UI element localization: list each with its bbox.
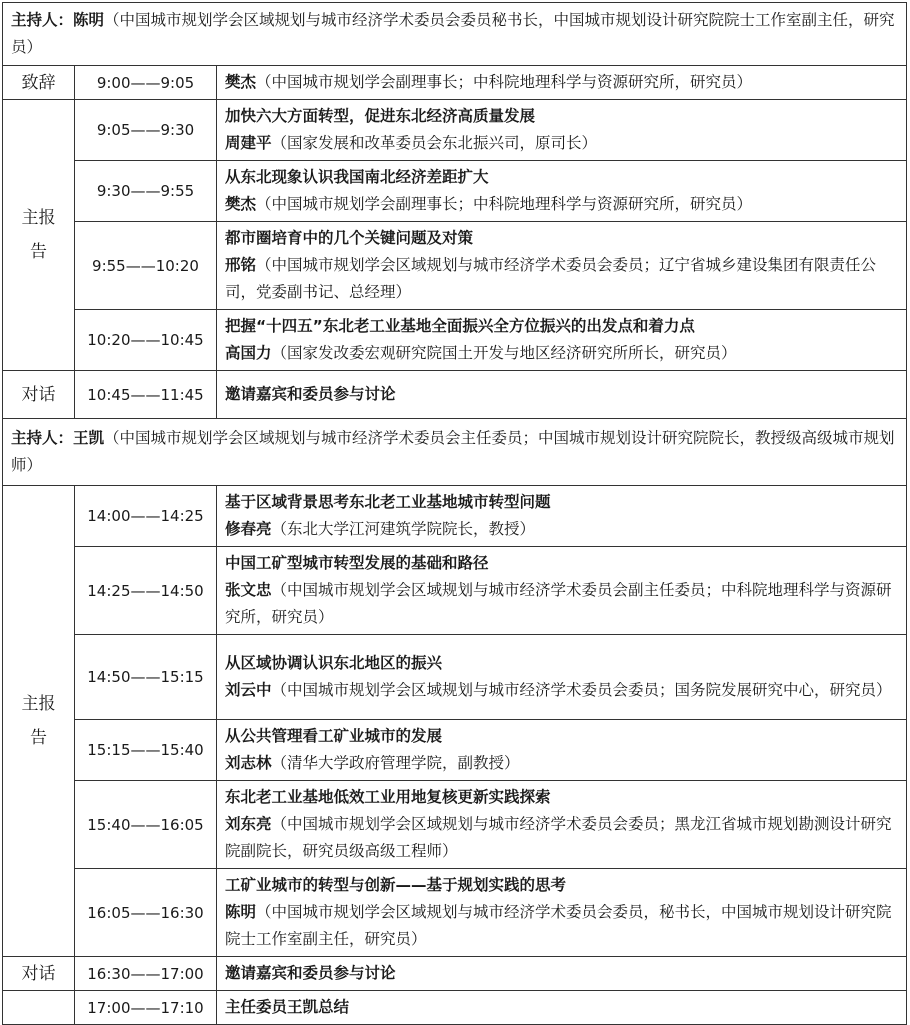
time-slot: 15:15——15:40 (75, 720, 217, 781)
talk-title: 从东北现象认识我国南北经济差距扩大 (225, 168, 489, 186)
talk-cell (217, 222, 907, 310)
time-slot: 17:00——17:10 (75, 991, 217, 1025)
talk-title: 工矿业城市的转型与创新——基于规划实践的思考 (225, 876, 567, 894)
speaker-affiliation: （国家发改委宏观研究院国土开发与地区经济研究所所长，研究员） (271, 344, 737, 362)
speaker-affiliation: （东北大学江河建筑学院院长，教授） (271, 520, 536, 538)
session-text: 邀请嘉宾和委员参与讨论 (217, 371, 907, 419)
speaker-affiliation: （中国城市规划学会副理事长；中科院地理科学与资源研究所，研究员） (256, 195, 753, 213)
speaker-affiliation: （中国城市规划学会区域规划与城市经济学术委员会委员；国务院发展研究中心，研究员） (271, 681, 892, 699)
segment-label (3, 991, 75, 1025)
time-slot: 9:55——10:20 (75, 222, 217, 310)
host-description: （中国城市规划学会区域规划与城市经济学术委员会主任委员；中国城市规划设计研究院院长，教授级高级城市规划师） (11, 429, 895, 474)
speaker-name: 刘云中 (225, 681, 272, 699)
speaker-name: 修春亮 (225, 520, 272, 538)
talk-cell (217, 486, 907, 547)
talk-title: 把握“十四五”东北老工业基地全面振兴全方位振兴的出发点和着力点 (225, 317, 695, 335)
segment-label: 主报告 (3, 100, 75, 371)
talk-cell (217, 720, 907, 781)
talk-cell (217, 161, 907, 222)
host-cell (3, 3, 907, 66)
time-slot: 9:00——9:05 (75, 66, 217, 100)
speaker-affiliation: （中国城市规划学会副理事长；中科院地理科学与资源研究所，研究员） (256, 73, 753, 91)
segment-label: 致辞 (3, 66, 75, 100)
session-text: 邀请嘉宾和委员参与讨论 (217, 957, 907, 991)
time-slot: 10:45——11:45 (75, 371, 217, 419)
talk-row (3, 781, 907, 869)
talk-cell (217, 781, 907, 869)
dialogue-row (3, 957, 907, 991)
talk-cell (217, 310, 907, 371)
talk-title: 都市圈培育中的几个关键问题及对策 (225, 229, 474, 247)
speaker-name: 樊杰 (225, 195, 257, 213)
speaker-name: 樊杰 (225, 73, 257, 91)
speaker-affiliation: （中国城市规划学会区域规划与城市经济学术委员会委员；黑龙江省城市规划勘测设计研究院副院长，研究员级高级工程师） (225, 815, 892, 860)
speaker-affiliation: （清华大学政府管理学院，副教授） (271, 754, 520, 772)
talk-row (3, 635, 907, 720)
host-description: （中国城市规划学会区域规划与城市经济学术委员会委员秘书长，中国城市规划设计研究院院士工作室副主任，研究员） (11, 11, 895, 56)
speaker-name: 周建平 (225, 134, 272, 152)
time-slot: 14:00——14:25 (75, 486, 217, 547)
talk-row (3, 222, 907, 310)
time-slot: 14:50——15:15 (75, 635, 217, 720)
talk-row (3, 161, 907, 222)
time-slot: 10:20——10:45 (75, 310, 217, 371)
speaker-affiliation: （中国城市规划学会区域规划与城市经济学术委员会委员，秘书长，中国城市规划设计研究院院士工作室副主任，研究员） (225, 903, 892, 948)
session-text: 主任委员王凯总结 (217, 991, 907, 1025)
speaker-affiliation: （中国城市规划学会区域规划与城市经济学术委员会副主任委员；中科院地理科学与资源研究所，研究员） (225, 581, 892, 626)
speaker-name: 刘东亮 (225, 815, 272, 833)
talk-row (3, 720, 907, 781)
speaker-affiliation: （国家发展和改革委员会东北振兴司，原司长） (271, 134, 598, 152)
speaker-name: 张文忠 (225, 581, 272, 599)
time-slot: 15:40——16:05 (75, 781, 217, 869)
speaker-name: 陈明 (225, 903, 257, 921)
talk-cell (217, 66, 907, 100)
time-slot: 14:25——14:50 (75, 547, 217, 635)
talk-cell (217, 100, 907, 161)
time-slot: 9:30——9:55 (75, 161, 217, 222)
agenda-table (2, 2, 907, 1025)
talk-row (3, 486, 907, 547)
talk-title: 基于区域背景思考东北老工业基地城市转型问题 (225, 493, 551, 511)
talk-title: 从公共管理看工矿业城市的发展 (225, 727, 443, 745)
speaker-affiliation: （中国城市规划学会区域规划与城市经济学术委员会委员；辽宁省城乡建设集团有限责任公司，党委副书记、总经理） (225, 256, 877, 301)
speaker-name: 邢铭 (225, 256, 257, 274)
talk-title: 中国工矿型城市转型发展的基础和路径 (225, 554, 489, 572)
host-row-afternoon (3, 419, 907, 486)
talk-title: 东北老工业基地低效工业用地复核更新实践探索 (225, 788, 551, 806)
welcome-row (3, 66, 907, 100)
host-name: 主持人：王凯 (11, 429, 105, 447)
speaker-name: 刘志林 (225, 754, 272, 772)
host-row-morning (3, 3, 907, 66)
segment-label: 对话 (3, 957, 75, 991)
talk-row (3, 100, 907, 161)
closing-row (3, 991, 907, 1025)
speaker-name: 高国力 (225, 344, 272, 362)
talk-cell (217, 547, 907, 635)
talk-cell (217, 869, 907, 957)
host-cell (3, 419, 907, 486)
time-slot: 16:05——16:30 (75, 869, 217, 957)
host-name: 主持人：陈明 (11, 11, 105, 29)
segment-label: 对话 (3, 371, 75, 419)
talk-cell (217, 635, 907, 720)
time-slot: 9:05——9:30 (75, 100, 217, 161)
talk-title: 加快六大方面转型，促进东北经济高质量发展 (225, 107, 536, 125)
dialogue-row (3, 371, 907, 419)
time-slot: 16:30——17:00 (75, 957, 217, 991)
talk-row (3, 310, 907, 371)
segment-label: 主报告 (3, 486, 75, 957)
talk-row (3, 547, 907, 635)
talk-title: 从区域协调认识东北地区的振兴 (225, 654, 443, 672)
talk-row (3, 869, 907, 957)
